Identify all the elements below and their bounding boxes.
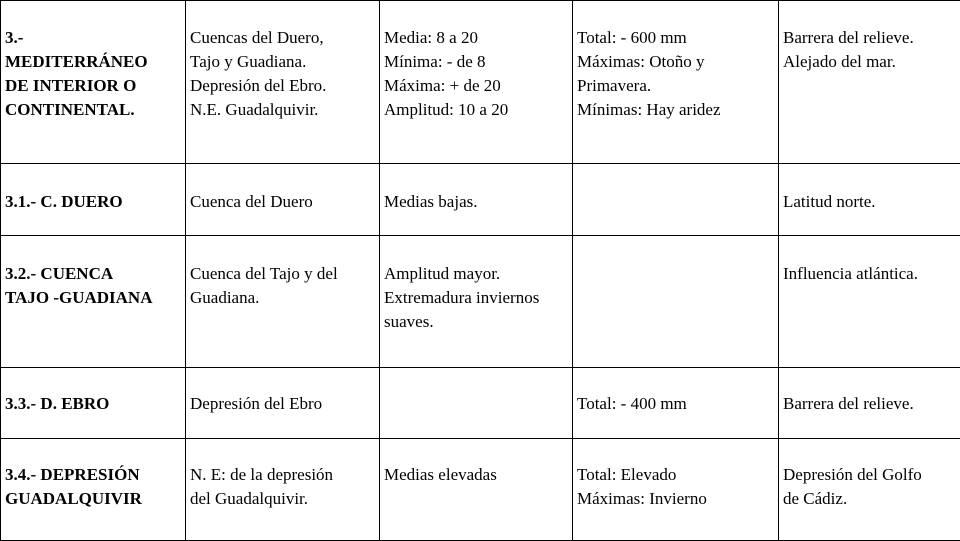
factors-cell: Barrera del relieve. <box>779 368 960 439</box>
location-cell: Cuenca del Tajo y del Guadiana. <box>186 236 380 368</box>
temperature-cell <box>380 368 573 439</box>
table-row <box>1 164 960 236</box>
table-row <box>1 236 960 368</box>
climate-name-cell: 3.2.- CUENCA TAJO -GUADIANA <box>1 236 186 368</box>
temperature-cell: Media: 8 a 20 Mínima: - de 8 Máxima: + de 20 Amplitud: 10 a 20 <box>380 1 573 164</box>
temperature-cell: Amplitud mayor. Extremadura inviernos suaves. <box>380 236 573 368</box>
temperature-cell: Medias elevadas <box>380 439 573 541</box>
factors-cell: Barrera del relieve. Alejado del mar. <box>779 1 960 164</box>
precipitation-cell <box>573 236 779 368</box>
location-cell: Cuencas del Duero, Tajo y Guadiana. Depresión del Ebro. N.E. Guadalquivir. <box>186 1 380 164</box>
location-cell: Depresión del Ebro <box>186 368 380 439</box>
climate-name-cell: 3.- MEDITERRÁNEO DE INTERIOR O CONTINENTAL. <box>1 1 186 164</box>
temperature-cell: Medias bajas. <box>380 164 573 236</box>
precipitation-cell <box>573 164 779 236</box>
precipitation-cell: Total: - 600 mm Máximas: Otoño y Primavera. Mínimas: Hay aridez <box>573 1 779 164</box>
table-row <box>1 368 960 439</box>
factors-cell: Influencia atlántica. <box>779 236 960 368</box>
climate-name-cell: 3.1.- C. DUERO <box>1 164 186 236</box>
location-cell: N. E: de la depresión del Guadalquivir. <box>186 439 380 541</box>
precipitation-cell: Total: - 400 mm <box>573 368 779 439</box>
climate-name-cell: 3.3.- D. EBRO <box>1 368 186 439</box>
location-cell: Cuenca del Duero <box>186 164 380 236</box>
table-row <box>1 439 960 541</box>
climate-name-cell: 3.4.- DEPRESIÓN GUADALQUIVIR <box>1 439 186 541</box>
precipitation-cell: Total: Elevado Máximas: Invierno <box>573 439 779 541</box>
table-row <box>1 1 960 164</box>
factors-cell: Depresión del Golfo de Cádiz. <box>779 439 960 541</box>
factors-cell: Latitud norte. <box>779 164 960 236</box>
